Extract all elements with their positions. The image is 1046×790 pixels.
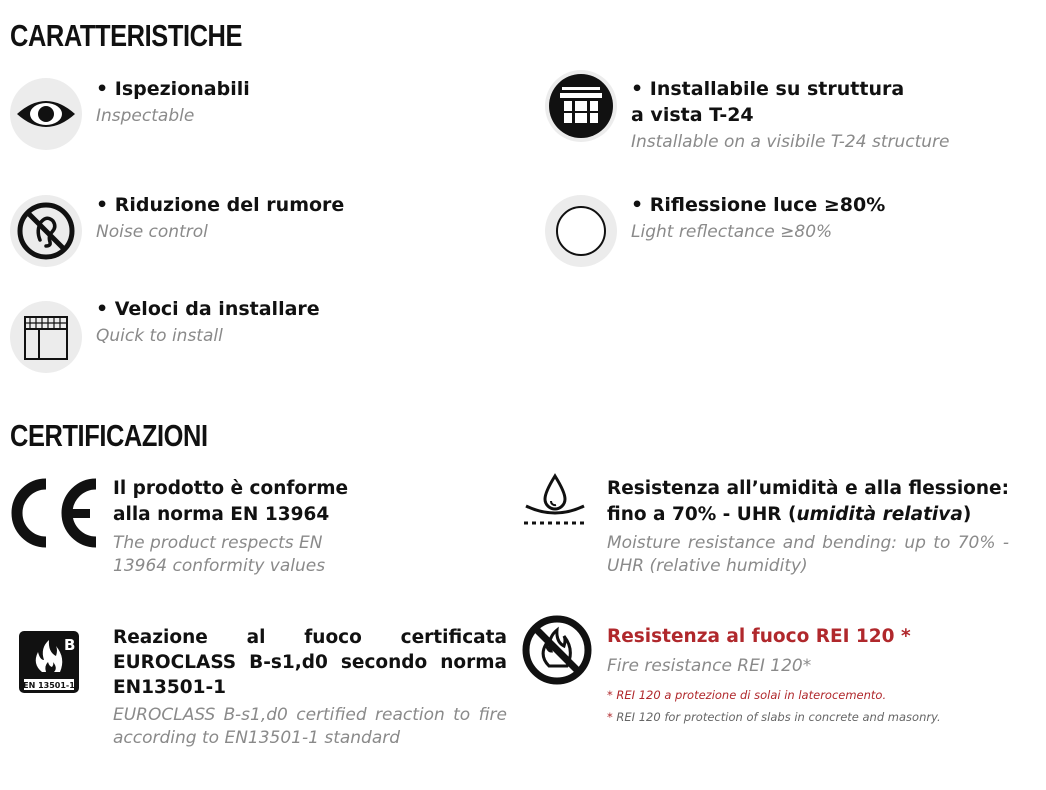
- euroclass-badge-letter: B: [64, 636, 76, 654]
- eye-icon: [10, 78, 82, 150]
- feature-light: [631, 192, 1031, 244]
- note-en-text: REI 120 for protection of slabs in concrete and masonry.: [616, 710, 941, 724]
- cert-subtitle: The product respects EN 13964 conformity values: [113, 533, 326, 576]
- feature-title: • Installabile su struttura a vista T-24: [631, 78, 905, 126]
- euroclass-fire-icon: [18, 630, 80, 694]
- cert-title: Resistenza al fuoco REI 120 *: [607, 626, 911, 647]
- cert-subtitle: Fire resistance REI 120*: [607, 656, 812, 676]
- cert-title: Reazione al fuoco certificata EUROCLASS B-s1,d0 secondo norma EN13501-1: [113, 627, 507, 698]
- cert-euroclass: [113, 625, 507, 750]
- feature-title: • Riflessione luce ≥80%: [631, 194, 886, 216]
- ce-mark-icon: [8, 478, 102, 548]
- cert-title-main: Resistenza all’umidità e alla flessione: fino a 70% - UHR (: [607, 478, 1009, 525]
- euroclass-badge-text: EN 13501-1: [23, 681, 75, 690]
- feature-subtitle: Inspectable: [96, 106, 195, 126]
- note-it: [607, 684, 1017, 706]
- feature-subtitle: Installable on a visibile T-24 structure: [631, 132, 950, 152]
- no-noise-icon: [10, 195, 82, 267]
- cert-subtitle: EUROCLASS B-s1,d0 certified reaction to fire according to EN13501-1 standard: [113, 705, 507, 748]
- cert-subtitle: Moisture resistance and bending: up to 70% - UHR (relative humidity): [607, 533, 1009, 576]
- feature-inspectable: [96, 76, 516, 128]
- note-mark: *: [607, 710, 613, 724]
- feature-subtitle: Light reflectance ≥80%: [631, 222, 833, 242]
- cert-title: [607, 476, 1009, 528]
- feature-quick-install: [96, 296, 516, 348]
- water-drop-icon: [520, 472, 590, 528]
- cert-title-italic: umidità relativa: [796, 504, 963, 525]
- cert-title: Il prodotto è conforme alla norma EN 13964: [113, 478, 349, 525]
- feature-t24: [631, 76, 1031, 154]
- feature-subtitle: Noise control: [96, 222, 208, 242]
- note-mark: *: [607, 688, 613, 702]
- cert-humidity: [607, 476, 1009, 578]
- circle-outline-icon: [545, 195, 617, 267]
- cert-fire: [607, 624, 1017, 728]
- feature-subtitle: Quick to install: [96, 326, 223, 346]
- certifications-heading: CERTIFICAZIONI: [10, 418, 208, 453]
- feature-title: • Ispezionabili: [96, 78, 250, 100]
- feature-title: • Veloci da installare: [96, 298, 320, 320]
- feature-noise: [96, 192, 516, 244]
- cert-title-end: ): [962, 504, 972, 525]
- cert-ce: [113, 476, 508, 578]
- feature-title: • Riduzione del rumore: [96, 194, 345, 216]
- note-en: [607, 706, 1017, 728]
- t24-structure-icon: [545, 70, 617, 142]
- no-fire-icon: [521, 614, 593, 686]
- ceiling-grid-icon: [10, 301, 82, 373]
- note-it-text: REI 120 a protezione di solai in laterocemento.: [616, 688, 887, 702]
- features-heading: CARATTERISTICHE: [10, 18, 243, 53]
